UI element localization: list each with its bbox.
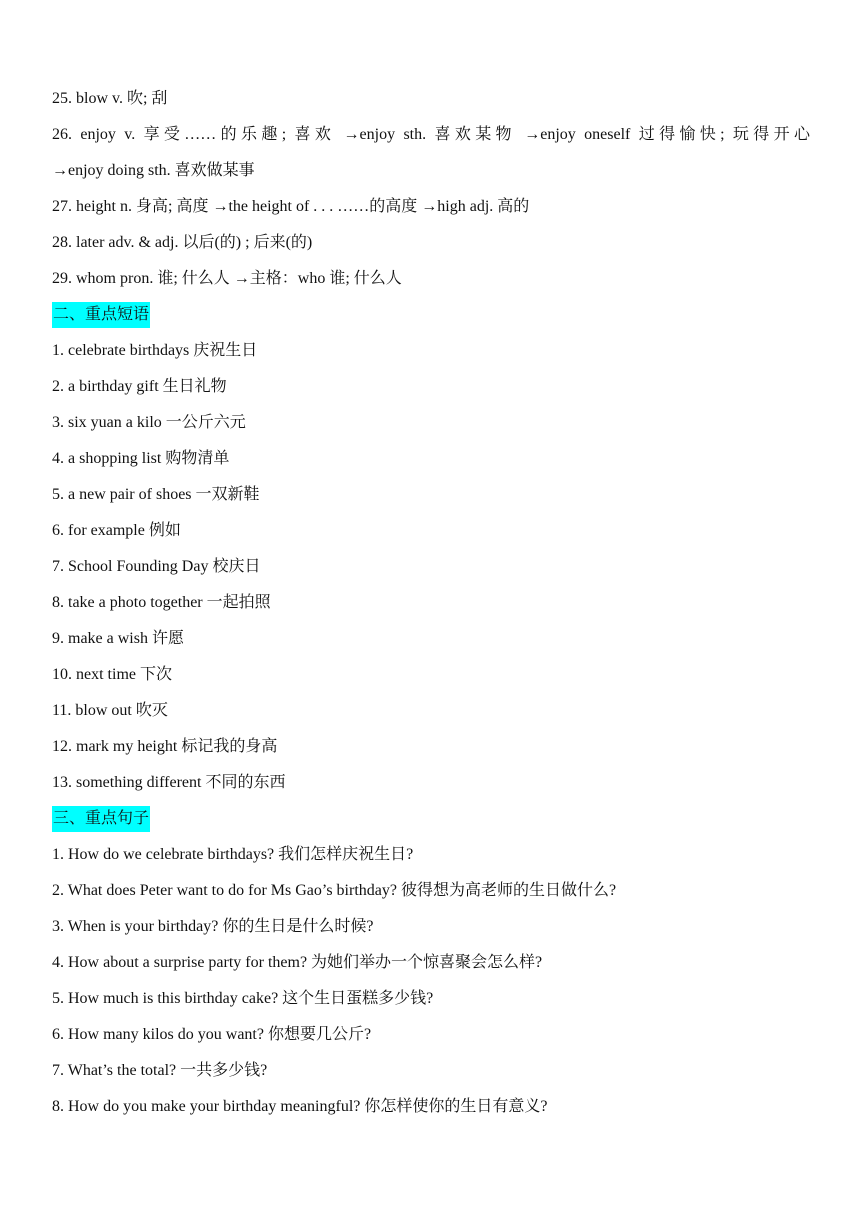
document-page bbox=[52, 81, 812, 1125]
vocab-line: 29. whom pron. 谁; 什么人 →主格：who 谁; 什么人 bbox=[52, 270, 402, 287]
phrase-item: 1. celebrate birthdays 庆祝生日 bbox=[52, 342, 258, 359]
sentence-item: 7. What’s the total? 一共多少钱? bbox=[52, 1062, 268, 1079]
vocabulary-section bbox=[52, 81, 812, 297]
phrases-heading: 二、重点短语 bbox=[52, 302, 150, 328]
phrase-item: 12. mark my height 标记我的身高 bbox=[52, 738, 278, 755]
sentence-item: 2. What does Peter want to do for Ms Gao’s birthday? 彼得想为高老师的生日做什么? bbox=[52, 882, 617, 899]
sentence-item: 1. How do we celebrate birthdays? 我们怎样庆祝生日? bbox=[52, 846, 414, 863]
phrases-section bbox=[52, 297, 812, 801]
phrase-item: 2. a birthday gift 生日礼物 bbox=[52, 378, 227, 395]
phrase-item: 3. six yuan a kilo 一公斤六元 bbox=[52, 414, 246, 431]
phrase-item: 10. next time 下次 bbox=[52, 666, 172, 683]
phrase-item: 13. something different 不同的东西 bbox=[52, 774, 286, 791]
sentence-item: 8. How do you make your birthday meaningful? 你怎样使你的生日有意义? bbox=[52, 1098, 548, 1115]
phrase-item: 5. a new pair of shoes 一双新鞋 bbox=[52, 486, 260, 503]
phrase-item: 9. make a wish 许愿 bbox=[52, 630, 184, 647]
vocab-line: 26. enjoy v. 享受……的乐趣; 喜欢 →enjoy sth. 喜欢某物 →enjoy oneself 过得愉快; 玩得开心 bbox=[52, 126, 810, 143]
sentence-item: 5. How much is this birthday cake? 这个生日蛋糕多少钱? bbox=[52, 990, 434, 1007]
vocab-line: 28. later adv. & adj. 以后(的) ; 后来(的) bbox=[52, 234, 313, 251]
vocab-line: 25. blow v. 吹; 刮 bbox=[52, 90, 168, 107]
sentence-item: 4. How about a surprise party for them? 为她们举办一个惊喜聚会怎么样? bbox=[52, 954, 543, 971]
sentence-item: 3. When is your birthday? 你的生日是什么时候? bbox=[52, 918, 374, 935]
sentence-item: 6. How many kilos do you want? 你想要几公斤? bbox=[52, 1026, 372, 1043]
vocab-line: 27. height n. 身高; 高度 →the height of . . . ……的高度 →high adj. 高的 bbox=[52, 198, 530, 215]
sentences-section bbox=[52, 801, 812, 1125]
phrase-item: 4. a shopping list 购物清单 bbox=[52, 450, 230, 467]
phrase-item: 6. for example 例如 bbox=[52, 522, 181, 539]
phrase-item: 11. blow out 吹灭 bbox=[52, 702, 168, 719]
vocab-line: →enjoy doing sth. 喜欢做某事 bbox=[52, 162, 255, 179]
sentences-heading: 三、重点句子 bbox=[52, 806, 150, 832]
phrase-item: 8. take a photo together 一起拍照 bbox=[52, 594, 271, 611]
phrase-item: 7. School Founding Day 校庆日 bbox=[52, 558, 261, 575]
